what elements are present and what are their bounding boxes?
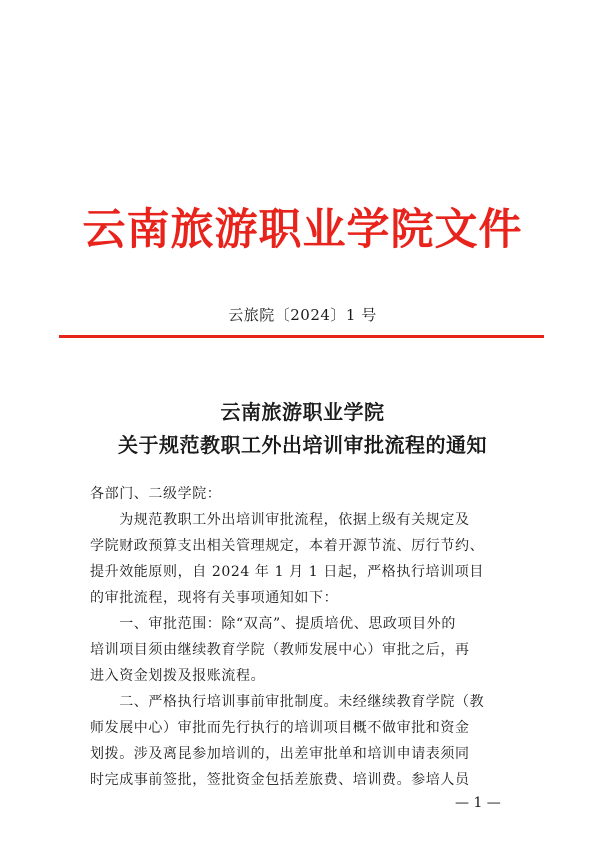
notice-title-line-1: 云南旅游职业学院 [220,400,385,424]
salutation: 各部门、二级学院： [90,486,222,502]
body-line: 二、严格执行培训事前审批制度。未经继续教育学院（教 [90,694,485,710]
body-line: 的审批流程，现将有关事项通知如下： [90,590,339,606]
body-line: 师发展中心）审批而先行执行的培训项目概不做审批和资金 [90,720,470,736]
notice-body [90,481,517,793]
document-header-title: 云南旅游职业学院文件 [82,205,523,255]
document-number: 云旅院〔2024〕1 号 [228,306,377,324]
body-line: 培训项目须由继续教育学院（教师发展中心）审批之后，再 [90,642,470,658]
body-line: 学院财政预算支出相关管理规定，本着开源节流、厉行节约、 [90,538,485,554]
notice-title [0,396,605,462]
body-line: 划拨。涉及离昆参加培训的，出差审批单和培训申请表须同 [90,746,470,762]
body-line: 提升效能原则，自 2024 年 1 月 1 日起，严格执行培训项目 [90,564,484,580]
body-line: 进入资金划拨及报账流程。 [90,668,266,684]
body-line: 为规范教职工外出培训审批流程，依据上级有关规定及 [90,512,470,528]
page-number: — 1 — [455,795,501,811]
notice-title-line-2: 关于规范教职工外出培训审批流程的通知 [118,433,487,457]
red-separator-line [59,335,544,338]
body-line: 时完成事前签批，签批资金包括差旅费、培训费。参培人员 [90,772,470,788]
body-line: 一、审批范围：除“双高”、提质培优、思政项目外的 [90,616,456,632]
